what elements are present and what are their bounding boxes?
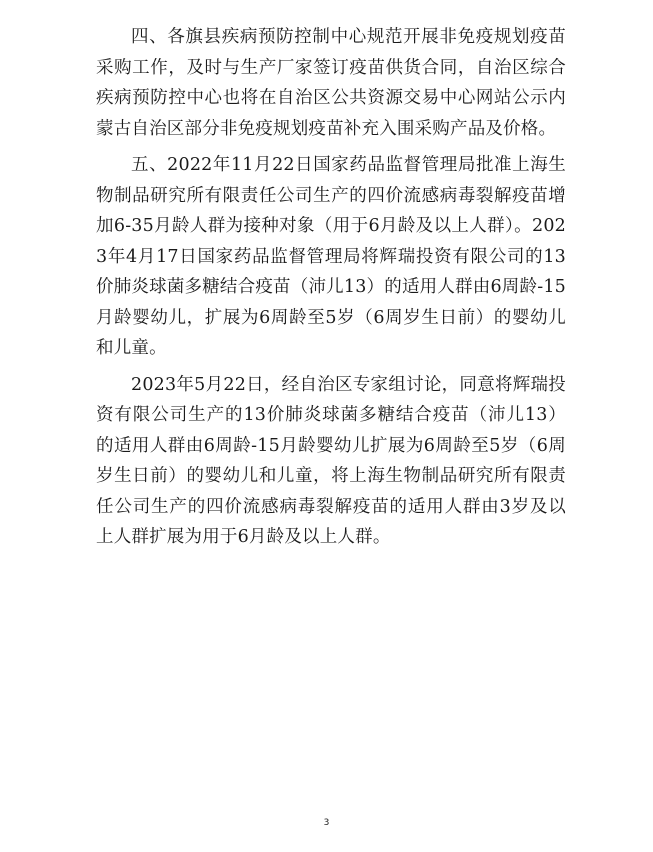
paragraph-section-four: 四、各旗县疾病预防控制中心规范开展非免疫规划疫苗采购工作，及时与生产厂家签订疫苗供货合同，自治区综合疾病预防控中心也将在自治区公共资源交易中心网站公示内蒙古自治区部分非免疫规划疫苗补充入围采购产品及价格。 <box>96 27 566 139</box>
paragraph-section-five: 五、2022年11月22日国家药品监督管理局批准上海生物制品研究所有限责任公司生产的四价流感病毒裂解疫苗增加6-35月龄人群为接种对象（用于6月龄及以上人群）。2023年4月17日国家药品监督管理局将辉瑞投资有限公司的13价肺炎球菌多糖结合疫苗（沛儿13）的适用人群由6周龄-15月龄婴幼儿，扩展为6周龄至5岁（6周岁生日前）的婴幼儿和儿童。 <box>96 155 566 358</box>
paragraph-expert-decision: 2023年5月22日，经自治区专家组讨论，同意将辉瑞投资有限公司生产的13价肺炎球菌多糖结合疫苗（沛儿13）的适用人群由6周龄-15月龄婴幼儿扩展为6周龄至5岁（6周岁生日前）的婴幼儿和儿童，将上海生物制品研究所有限责任公司生产的四价流感病毒裂解疫苗的适用人群由3岁及以上人群扩展为用于6月龄及以上人群。 <box>96 374 566 547</box>
page-number: 3 <box>323 818 330 828</box>
document-body <box>96 22 566 559</box>
